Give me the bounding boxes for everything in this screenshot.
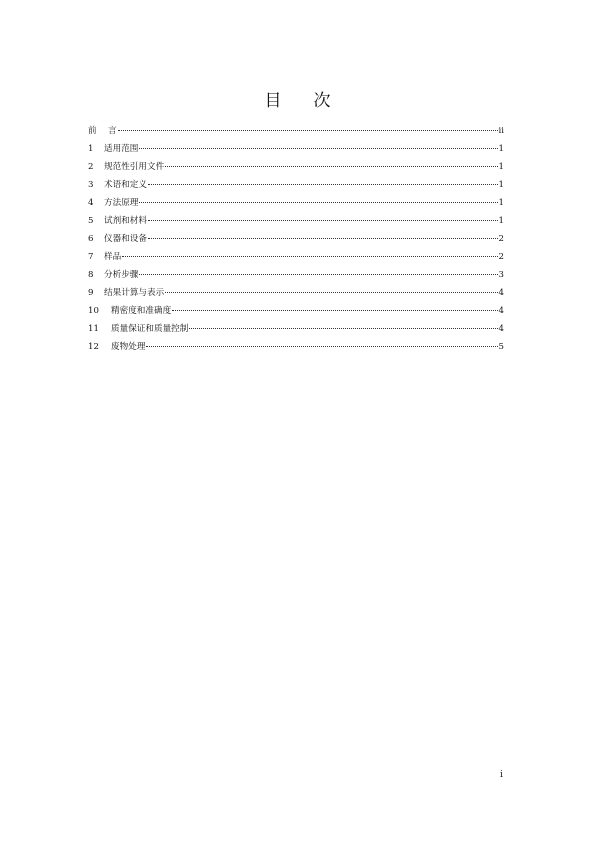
dot-leader	[148, 220, 498, 221]
toc-entry-foreword[interactable]	[88, 122, 504, 140]
dot-leader	[165, 166, 497, 167]
dot-leader	[139, 202, 497, 203]
toc-entry-12[interactable]	[88, 338, 504, 356]
toc-entry-number: 2	[88, 162, 94, 172]
toc-entry-number: 9	[88, 288, 94, 298]
toc-entry-number: 3	[88, 180, 94, 190]
toc-entry-number: 7	[88, 252, 94, 262]
toc-entry-6[interactable]	[88, 230, 504, 248]
toc-entry-label: 精密度和准确度	[111, 306, 172, 316]
toc-entry-label: 规范性引用文件	[104, 162, 165, 172]
toc-entry-number: 11	[88, 324, 99, 334]
toc-entry-3[interactable]	[88, 176, 504, 194]
toc-entry-number: 10	[88, 306, 99, 316]
toc-entry-label: 样品	[104, 252, 122, 262]
toc-entry-page: 1	[498, 144, 504, 154]
toc-entry-page: 2	[498, 252, 504, 262]
toc-entry-number: 5	[88, 216, 94, 226]
table-of-contents	[88, 122, 504, 356]
dot-leader	[148, 238, 498, 239]
toc-entry-number: 6	[88, 234, 94, 244]
toc-entry-page: 4	[498, 306, 504, 316]
dot-leader	[148, 184, 498, 185]
toc-entry-page: 1	[498, 216, 504, 226]
toc-entry-page: 2	[498, 234, 504, 244]
dot-leader	[139, 148, 497, 149]
toc-entry-7[interactable]	[88, 248, 504, 266]
page-title	[0, 86, 595, 111]
dot-leader	[139, 274, 497, 275]
dot-leader	[165, 292, 497, 293]
toc-entry-page: 1	[498, 162, 504, 172]
toc-entry-label: 适用范围	[104, 144, 139, 154]
toc-entry-label: 仪器和设备	[104, 234, 147, 244]
toc-entry-label: 质量保证和质量控制	[111, 324, 189, 334]
toc-entry-number: 12	[88, 342, 99, 352]
toc-entry-number: 1	[88, 144, 94, 154]
toc-entry-label: 分析步骤	[104, 270, 139, 280]
dot-leader	[172, 310, 497, 311]
dot-leader	[118, 130, 498, 131]
dot-leader	[122, 256, 497, 257]
toc-entry-5[interactable]	[88, 212, 504, 230]
toc-entry-page: 4	[498, 324, 504, 334]
toc-entry-page: 4	[498, 288, 504, 298]
toc-entry-number: 4	[88, 198, 94, 208]
toc-entry-label: 术语和定义	[104, 180, 147, 190]
dot-leader	[146, 346, 497, 347]
page-title-char-2: 次	[313, 91, 331, 111]
toc-entry-label: 废物处理	[111, 342, 146, 352]
toc-entry-page: 3	[498, 270, 504, 280]
toc-entry-label: 试剂和材料	[104, 216, 147, 226]
page-number: i	[500, 770, 503, 780]
toc-entry-label: 方法原理	[104, 198, 139, 208]
toc-entry-page: 1	[498, 198, 504, 208]
toc-entry-label: 结果计算与表示	[104, 288, 165, 298]
toc-entry-1[interactable]	[88, 140, 504, 158]
toc-entry-page: 1	[498, 180, 504, 190]
toc-entry-page: ii	[498, 126, 504, 136]
toc-entry-9[interactable]	[88, 284, 504, 302]
toc-entry-8[interactable]	[88, 266, 504, 284]
dot-leader	[189, 328, 497, 329]
toc-entry-label: 言	[108, 126, 117, 136]
toc-entry-number: 8	[88, 270, 94, 280]
toc-entry-page: 5	[498, 342, 504, 352]
toc-entry-number: 前	[88, 126, 97, 136]
toc-entry-4[interactable]	[88, 194, 504, 212]
page-title-char-1: 目	[264, 91, 282, 111]
toc-entry-11[interactable]	[88, 320, 504, 338]
toc-entry-10[interactable]	[88, 302, 504, 320]
toc-entry-2[interactable]	[88, 158, 504, 176]
